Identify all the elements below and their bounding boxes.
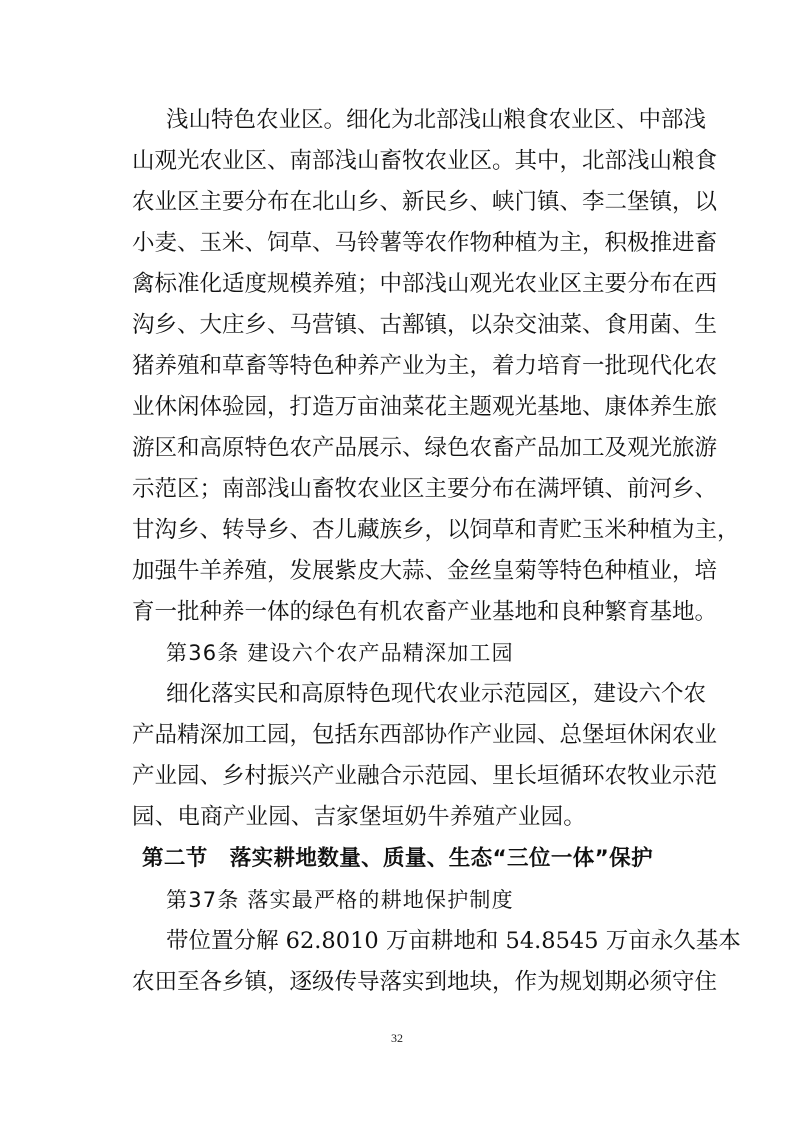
article-36-heading: 第36条 建设六个农产品精深加工园	[166, 641, 514, 665]
section-title: 落实耕地数量、质量、生态“三位一体”保护	[229, 846, 653, 871]
paragraph-line: 猪养殖和草畜等特色种养产业为主，着力培育一批现代化农	[132, 353, 718, 379]
article-36-body	[132, 674, 718, 838]
section-2-heading	[142, 838, 677, 880]
paragraph-line: 甘沟乡、转导乡、杏儿藏族乡，以饲草和青贮玉米种植为主，	[132, 517, 740, 543]
paragraph-line: 产品精深加工园，包括东西部协作产业园、总堡垣休闲农业	[132, 722, 718, 748]
paragraph-line: 加强牛羊养殖，发展紫皮大蒜、金丝皇菊等特色种植业，培	[132, 558, 718, 584]
paragraph-line: 浅山特色农业区。细化为北部浅山粮食农业区、中部浅	[166, 107, 707, 133]
paragraph-line: 游区和高原特色农产品展示、绿色农畜产品加工及观光旅游	[132, 435, 718, 461]
paragraph-line: 业休闲体验园，打造万亩油菜花主题观光基地、康体养生旅	[132, 394, 718, 420]
paragraph-shallow-mountain-agriculture	[132, 100, 740, 633]
paragraph-line: 细化落实民和高原特色现代农业示范园区，建设六个农	[166, 681, 707, 707]
paragraph-line: 示范区；南部浅山畜牧农业区主要分布在满坪镇、前河乡、	[132, 476, 718, 502]
paragraph-line: 小麦、玉米、饲草、马铃薯等农作物种植为主，积极推进畜	[132, 230, 718, 256]
page-number: 32	[391, 1031, 403, 1045]
article-37-body	[132, 921, 741, 1003]
paragraph-line: 产业园、乡村振兴产业融合示范园、里长垣循环农牧业示范	[132, 763, 718, 789]
paragraph-line: 沟乡、大庄乡、马营镇、古鄯镇，以杂交油菜、食用菌、生	[132, 312, 718, 338]
paragraph-line: 育一批种养一体的绿色有机农畜产业基地和良种繁育基地。	[132, 599, 718, 625]
paragraph-line: 园、电商产业园、吉家堡垣奶牛养殖产业园。	[132, 804, 587, 830]
section-number: 第二节	[142, 846, 208, 871]
document-body	[132, 100, 741, 1003]
paragraph-line: 山观光农业区、南部浅山畜牧农业区。其中，北部浅山粮食	[132, 148, 718, 174]
paragraph-line: 带位置分解 62.8010 万亩耕地和 54.8545 万亩永久基本	[166, 928, 741, 954]
paragraph-line: 农田至各乡镇，逐级传导落实到地块，作为规划期必须守住	[132, 969, 718, 995]
paragraph-line: 农业区主要分布在北山乡、新民乡、峡门镇、李二堡镇，以	[132, 189, 718, 215]
article-37-heading: 第37条 落实最严格的耕地保护制度	[166, 888, 514, 912]
paragraph-line: 禽标准化适度规模养殖；中部浅山观光农业区主要分布在西	[132, 271, 718, 297]
